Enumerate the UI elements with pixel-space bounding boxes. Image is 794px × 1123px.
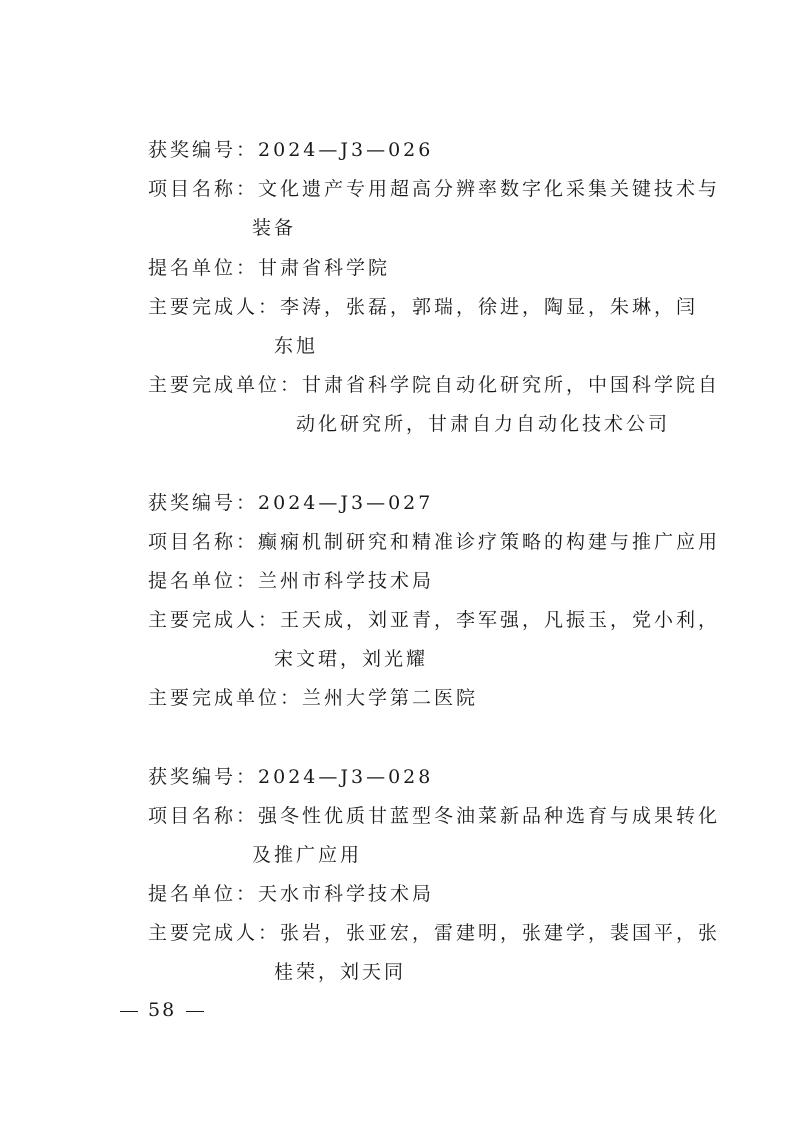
project-name: 癫痫机制研究和精准诊疗策略的构建与推广应用	[258, 531, 721, 553]
project-name-label: 项目名称：	[148, 531, 259, 553]
main-persons-label: 主要完成人：	[148, 609, 281, 631]
main-persons: 李涛，张磊，郭瑞，徐进，陶显，朱琳，闫	[280, 296, 699, 318]
project-name-label: 项目名称：	[148, 178, 259, 200]
footer-dash-right	[186, 1011, 204, 1012]
award-number-label: 获奖编号：	[148, 492, 259, 514]
award-number: 2024—J3—027	[258, 492, 434, 514]
main-persons-label: 主要完成人：	[148, 922, 281, 944]
main-units-label: 主要完成单位：	[148, 374, 303, 396]
main-persons-label: 主要完成人：	[148, 296, 281, 318]
nominator-label: 提名单位：	[148, 257, 259, 279]
nominator-line	[148, 568, 434, 594]
page-number: 58	[148, 999, 177, 1021]
main-persons: 张岩，张亚宏，雷建明，张建学，裴国平，张	[280, 922, 721, 944]
project-name: 强冬性优质甘蓝型冬油菜新品种选育与成果转化	[258, 805, 721, 827]
project-name: 文化遗产专用超高分辨率数字化采集关键技术与	[258, 178, 721, 200]
award-number-line	[148, 764, 433, 790]
award-number-line	[148, 137, 433, 163]
award-number-label: 获奖编号：	[148, 766, 259, 788]
project-name-continuation: 及推广应用	[252, 844, 363, 866]
main-persons-continuation: 东旭	[274, 335, 319, 357]
main-units: 兰州大学第二医院	[302, 687, 479, 709]
main-persons-continuation: 桂荣，刘天同	[274, 961, 407, 983]
main-units: 甘肃省科学院自动化研究所，中国科学院自	[302, 374, 721, 396]
nominator: 天水市科学技术局	[258, 883, 435, 905]
nominator-label: 提名单位：	[148, 570, 259, 592]
project-name-continuation: 装备	[252, 217, 297, 239]
award-number: 2024—J3—028	[258, 766, 434, 788]
nominator-line	[148, 881, 434, 907]
project-name-line	[148, 529, 720, 555]
page-footer	[120, 997, 204, 1023]
nominator: 甘肃省科学院	[258, 257, 391, 279]
award-number: 2024—J3—026	[258, 139, 434, 161]
award-number-line	[148, 490, 433, 516]
nominator: 兰州市科学技术局	[258, 570, 435, 592]
footer-dash-left	[120, 1011, 138, 1012]
project-name-line	[148, 803, 720, 829]
project-name-label: 项目名称：	[148, 805, 259, 827]
project-name-line	[148, 176, 720, 202]
main-persons-continuation: 宋文珺，刘光耀	[274, 648, 429, 670]
main-units-line	[148, 372, 720, 398]
main-units-label: 主要完成单位：	[148, 687, 303, 709]
main-units-continuation: 动化研究所，甘肃自力自动化技术公司	[296, 413, 671, 435]
nominator-line	[148, 255, 390, 281]
main-persons: 王天成，刘亚青，李军强，凡振玉，党小利，	[280, 609, 721, 631]
main-persons-line	[148, 294, 698, 320]
main-units-line	[148, 685, 478, 711]
award-number-label: 获奖编号：	[148, 139, 259, 161]
main-persons-line	[148, 920, 720, 946]
nominator-label: 提名单位：	[148, 883, 259, 905]
main-persons-line	[148, 607, 720, 633]
